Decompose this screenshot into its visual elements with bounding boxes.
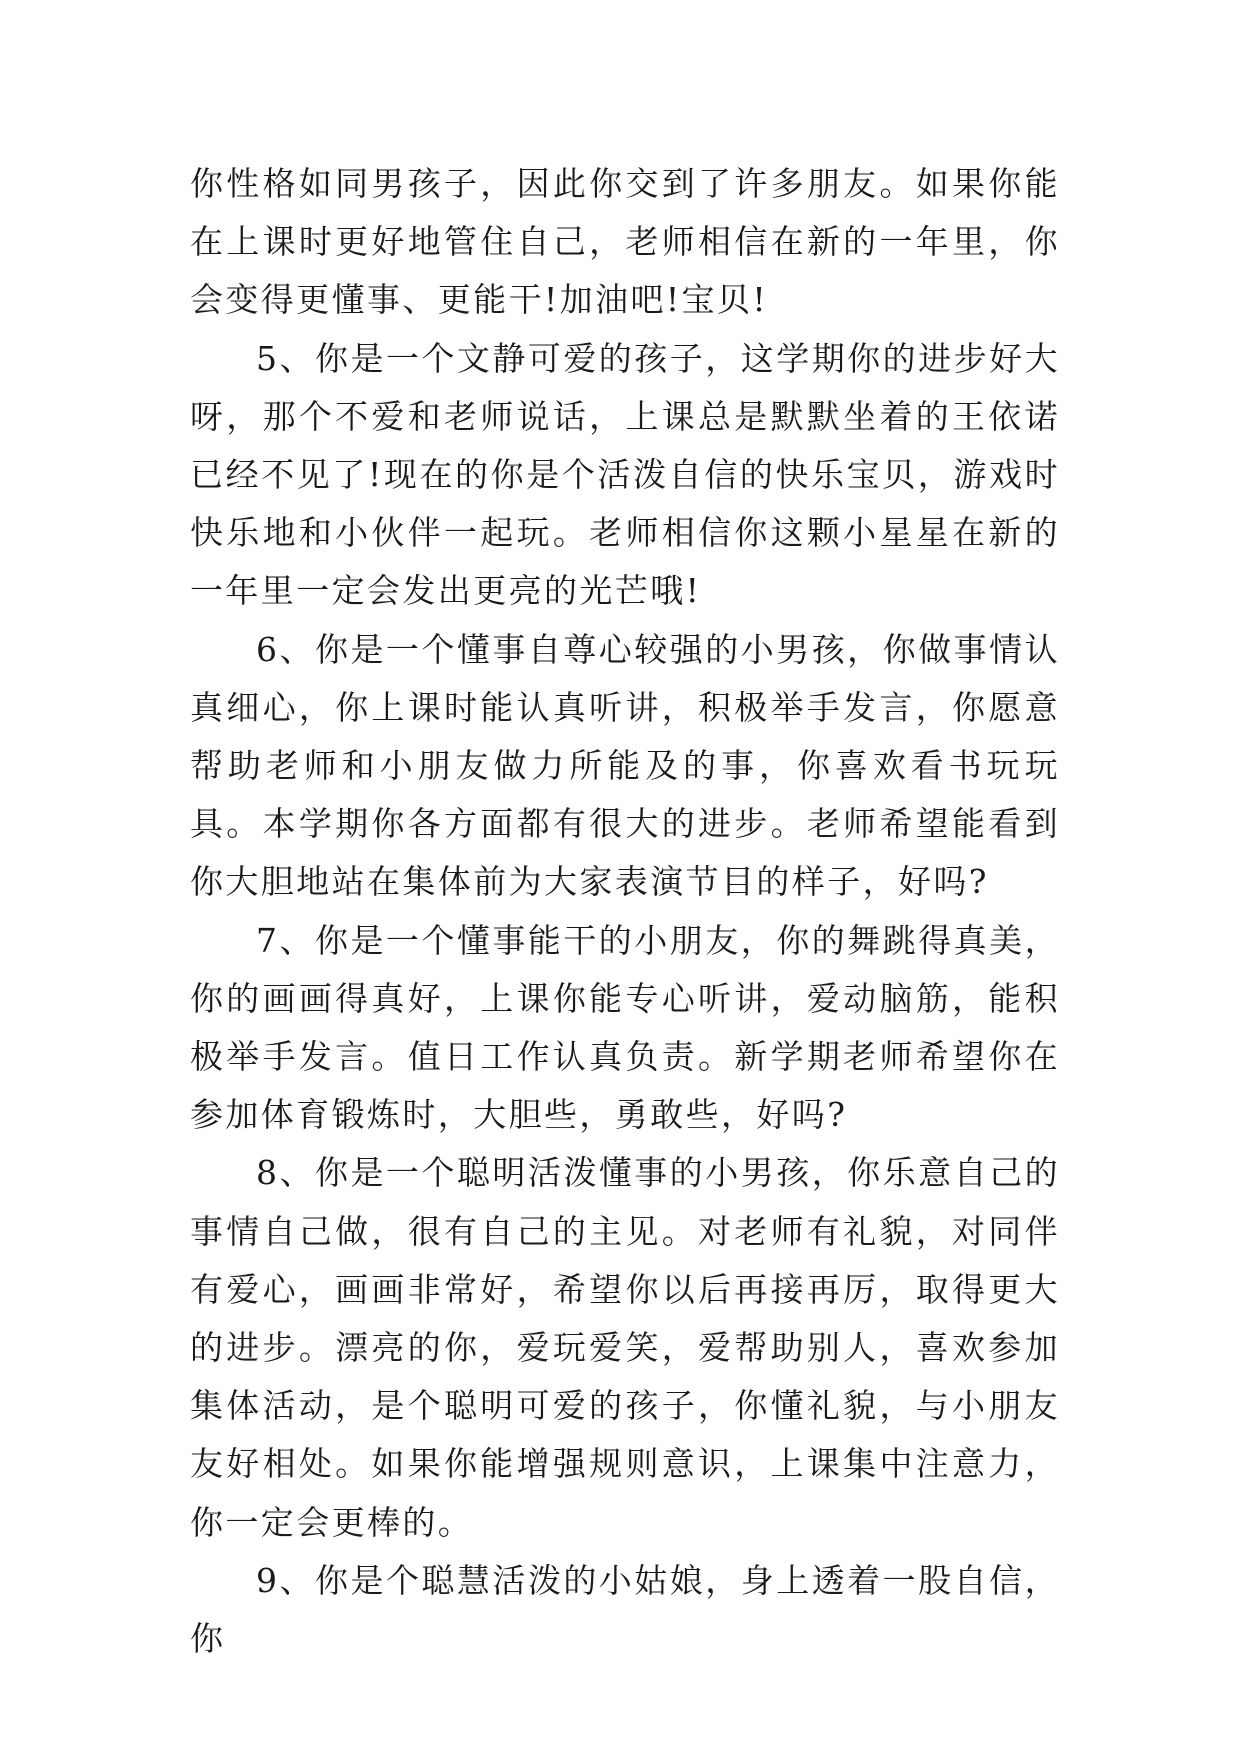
paragraph-item-8: 8、你是一个聪明活泼懂事的小男孩，你乐意自己的事情自己做，很有自己的主见。对老师有礼貌，对同伴有爱心，画画非常好，希望你以后再接再厉，取得更大的进步。漂亮的你，爱玩爱笑，爱帮助别人，喜欢参加集体活动，是个聪明可爱的孩子，你懂礼貌，与小朋友友好相处。如果你能增强规则意识，上课集中注意力，你一定会更棒的。 — [190, 1153, 1060, 1542]
paragraph-item-6: 6、你是一个懂事自尊心较强的小男孩，你做事情认真细心，你上课时能认真听讲，积极举手发言，你愿意帮助老师和小朋友做力所能及的事，你喜欢看书玩玩具。本学期你各方面都有很大的进步。老师希望能看到你大胆地站在集体前为大家表演节目的样子，好吗? — [190, 629, 1060, 902]
document-body — [190, 155, 1060, 1668]
paragraph-item-5: 5、你是一个文静可爱的孩子，这学期你的进步好大呀，那个不爱和老师说话，上课总是默默坐着的王依诺已经不见了!现在的你是个活泼自信的快乐宝贝，游戏时快乐地和小伙伴一起玩。老师相信你这颗小星星在新的一年里一定会发出更亮的光芒哦! — [190, 338, 1060, 611]
paragraph-continuation: 你性格如同男孩子，因此你交到了许多朋友。如果你能在上课时更好地管住自己，老师相信在新的一年里，你会变得更懂事、更能干!加油吧!宝贝! — [190, 164, 1060, 320]
paragraph-item-7: 7、你是一个懂事能干的小朋友，你的舞跳得真美，你的画画得真好，上课你能专心听讲，爱动脑筋，能积极举手发言。值日工作认真负责。新学期老师希望你在参加体育锻炼时，大胆些，勇敢些，好吗? — [190, 920, 1060, 1135]
paragraph-item-9: 9、你是个聪慧活泼的小姑娘，身上透着一股自信，你 — [190, 1560, 1060, 1659]
